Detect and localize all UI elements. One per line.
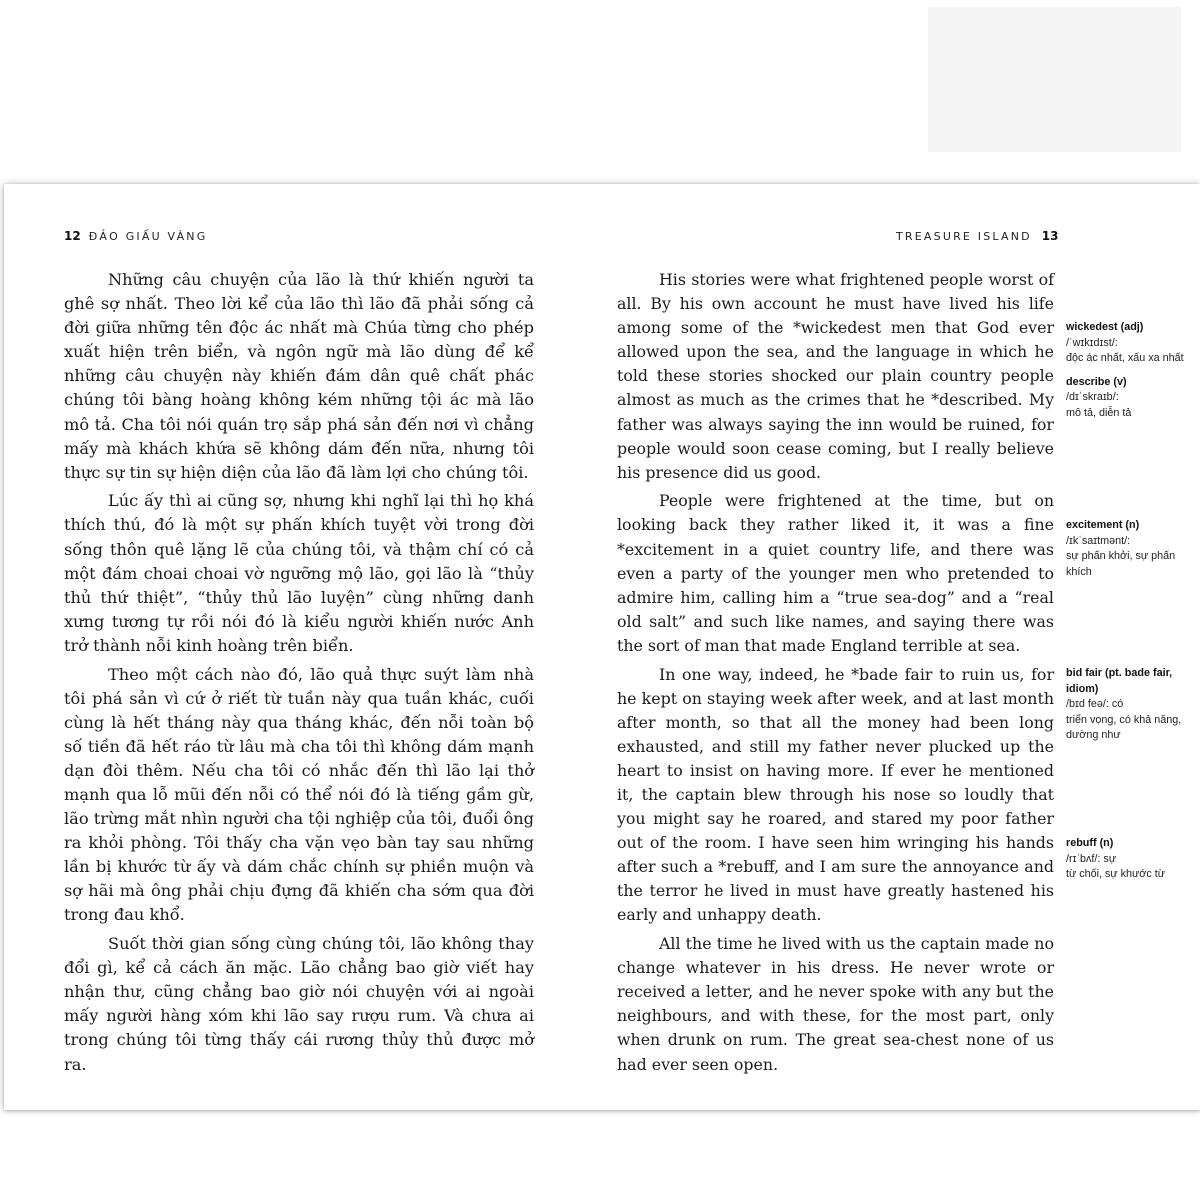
right-running-title: TREASURE ISLAND: [896, 230, 1032, 243]
glossary-ipa: /dɪˈskraɪb/:: [1066, 391, 1119, 404]
left-page-number: 12: [64, 229, 81, 243]
glossary-term: rebuff (n): [1066, 837, 1114, 849]
glossary-ipa: /ɪkˈsaɪtmənt/:: [1066, 534, 1131, 547]
glossary-group: [1066, 320, 1191, 430]
right-page-number: 13: [1041, 229, 1059, 243]
glossary-ipa: /rɪˈbʌf/: sự: [1066, 852, 1117, 865]
right-paragraph: In one way, indeed, he *bade fair to ruin us, for he kept on staying week after week, and at last month after month, so that all the money had been long exhausted, and still my father never plucked up the heart to insist on having more. If ever he mentioned it, the captain blew through his nose so loudly that you might say he roared, and stared my poor father out of the room. I have seen him wringing his hands after such a *rebuff, and I am sure the annoyance and the terror he lived in must have greatly hastened his early and unhappy death.: [617, 664, 1054, 925]
glossary-term: excitement (n): [1066, 519, 1140, 531]
glossary-entry: [1066, 518, 1191, 580]
right-running-head: [896, 229, 1059, 243]
glossary-meaning: từ chối, sự khước từ: [1066, 868, 1165, 881]
glossary-meaning: sự phấn khởi, sự phấn khích: [1066, 550, 1176, 578]
glossary-group: [1066, 836, 1191, 891]
left-page-body: [64, 268, 534, 1081]
glossary-term: describe (v): [1066, 375, 1127, 388]
right-paragraph: All the time he lived with us the captain made no change whatever in his dress. He never wrote or received a letter, and he never spoke with any but the neighbours, and with these, for the most part, only when drunk on rum. The great sea-chest none of us had ever seen open.: [617, 934, 1054, 1074]
glossary-group: [1066, 666, 1191, 752]
glossary-meaning: mô tả, diễn tả: [1066, 406, 1132, 419]
glossary-ipa: /bɪd feə/: có: [1066, 698, 1124, 711]
left-paragraph: Lúc ấy thì ai cũng sợ, nhưng khi nghĩ lại thì họ khá thích thú, đó là một sự phấn khích tuyệt vời trong đời sống thôn quê lặng lẽ của chúng tôi, và thậm chí có cả một đám choai choai vờ ngưỡng mộ lão, gọi lão là “thủy thủ thứ thiệt”, “thủy thủ lão luyện” cùng những danh xưng tương tự rồi nói đó là kiểu người khiến nước Anh trở thành nỗi kinh hoàng trên biển.: [64, 491, 534, 655]
glossary-meaning: độc ác nhất, xấu xa nhất: [1066, 352, 1184, 365]
glossary-entry: [1066, 320, 1191, 367]
left-paragraph: Suốt thời gian sống cùng chúng tôi, lão không thay đổi gì, kể cả cách ăn mặc. Lão chẳng bao giờ viết hay nhận thư, cũng chẳng bao giờ nói chuyện với ai ngoài mấy người hàng xóm khi lão say rượu rum. Và chưa ai trong chúng tôi từng thấy cái rương thủy thủ được mở ra.: [64, 934, 534, 1074]
right-paragraph: People were frightened at the time, but on looking back they rather liked it, it was a fine *excitement in a quiet country life, and there was even a party of the younger men who pretended to admire him, calling him a “true sea-dog” and a “real old salt” and such like names, and saying there was the sort of man that made England terrible at sea.: [617, 491, 1054, 655]
left-paragraph: Theo một cách nào đó, lão quả thực suýt làm nhà tôi phá sản vì cứ ở riết từ tuần này qua tuần khác, cuối cùng là hết tháng này qua tháng khác, đến nỗi toàn bộ số tiền đã hết ráo từ lâu mà cha tôi thì không dám mạnh dạn đòi thêm. Nếu cha tôi có nhắc đến thì lão lại thở mạnh qua lỗ mũi đến nỗi có thể nói đó là tiếng gầm gừ, lão trừng mắt nhìn người cha tội nghiệp của tôi, đuổi ông ra khỏi phòng. Tôi thấy cha vặn vẹo bàn tay sau những lần bị khước từ ấy và dám chắc chính sự phiền muộn và sợ hãi mà ông phải chịu đựng đã khiến cha sớm qua đời trong đau khổ.: [64, 664, 534, 925]
glossary-term: bid fair (pt. bade fair, idiom): [1066, 667, 1173, 695]
glossary-entry: [1066, 836, 1191, 883]
glossary-entry: [1066, 375, 1191, 422]
glossary-group: [1066, 518, 1191, 588]
glossary-meaning: triển vọng, có khả năng, dường như: [1066, 713, 1182, 742]
left-running-head: [64, 229, 207, 243]
right-paragraph: His stories were what frightened people worst of all. By his own account he must have lived his life among some of the *wickedest men that God ever allowed upon the sea, and the language in which he told these stories shocked our plain country people almost as much as the crimes that he *described. My father was always saying the inn would be ruined, for people would soon cease coming, but I really believe his presence did us good.: [617, 270, 1054, 482]
right-page-body: [617, 268, 1054, 1081]
background-panel: [928, 7, 1181, 152]
book-spread: [4, 184, 1200, 1110]
glossary-entry: [1066, 666, 1191, 744]
left-running-title: ĐẢO GIẤU VÀNG: [88, 230, 208, 243]
glossary-ipa: /ˈwɪkɪdɪst/:: [1066, 336, 1118, 349]
left-paragraph: Những câu chuyện của lão là thứ khiến người ta ghê sợ nhất. Theo lời kể của lão thì lão đã phải sống cả đời giữa những tên độc ác nhất mà Chúa từng cho phép xuất hiện trên biển, và ngôn ngữ mà lão dùng để kể những câu chuyện này khiến đám dân quê chất phác chúng tôi bàng hoàng không kém những tội ác mà lão mô tả. Cha tôi nói quán trọ sắp phá sản đến nơi vì chẳng mấy mà khách khứa sẽ không dám đến nữa, nhưng tôi thực sự tin sự hiện diện của lão đã làm lợi cho chúng tôi.: [64, 270, 534, 482]
glossary-term: wickedest (adj): [1066, 321, 1144, 333]
